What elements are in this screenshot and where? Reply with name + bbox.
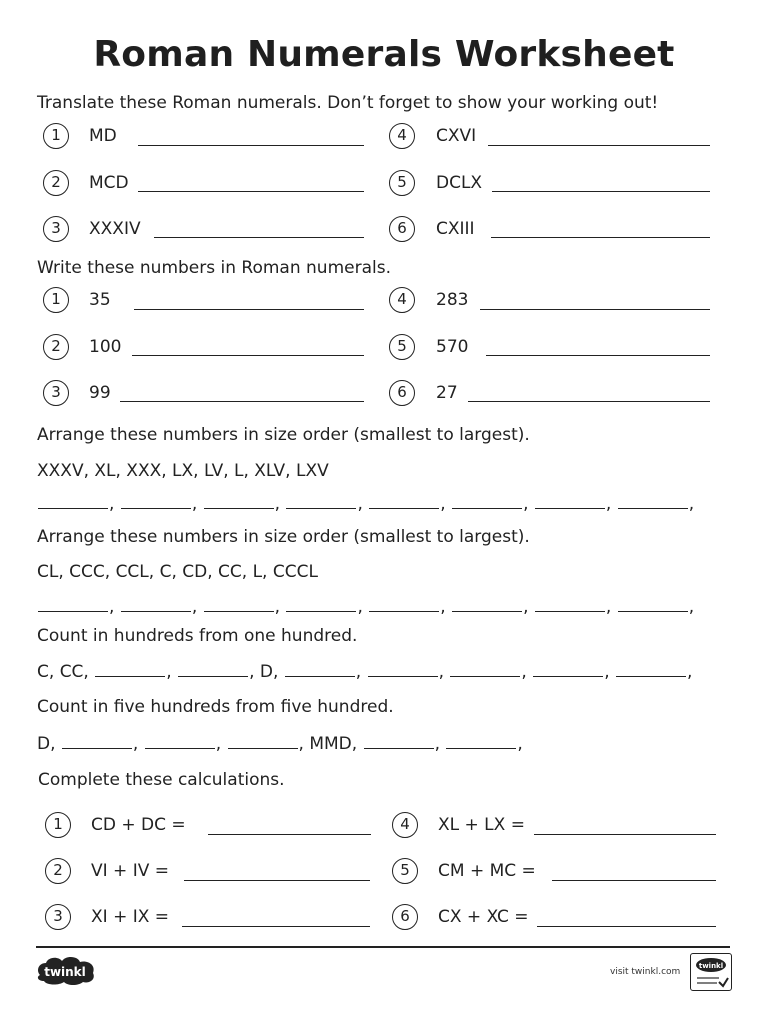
- question-text: 35: [89, 290, 111, 310]
- section6-instruction: Count in five hundreds from five hundred.: [37, 697, 394, 717]
- question-text: MD: [89, 126, 117, 146]
- question-number: 2: [43, 170, 69, 196]
- question-number: 6: [389, 216, 415, 242]
- badge-text: twinkl: [698, 962, 724, 970]
- question-text: VI + IV =: [91, 861, 169, 881]
- question-number: 1: [43, 123, 69, 149]
- question-text: CXVI: [436, 126, 477, 146]
- question-text: DCLX: [436, 173, 483, 193]
- question-text: 99: [89, 383, 111, 403]
- question-text: CXIII: [436, 219, 475, 239]
- answer-line[interactable]: [132, 355, 364, 356]
- answer-line[interactable]: [537, 926, 716, 927]
- question-number: 4: [389, 287, 415, 313]
- answer-line[interactable]: [492, 191, 710, 192]
- given-value: D,: [37, 734, 56, 754]
- question-number: 3: [43, 380, 69, 406]
- section1-instruction: Translate these Roman numerals. Don’t forget to show your working out!: [37, 93, 659, 113]
- section5-instruction: Count in hundreds from one hundred.: [37, 626, 358, 646]
- question-number: 3: [43, 216, 69, 242]
- question-text: 570: [436, 337, 469, 357]
- question-text: XXXIV: [89, 219, 141, 239]
- answer-line[interactable]: [154, 237, 364, 238]
- answer-line[interactable]: [138, 191, 364, 192]
- visit-link[interactable]: visit twinkl.com: [610, 967, 681, 977]
- question-number: 2: [45, 858, 71, 884]
- answer-line[interactable]: [138, 145, 364, 146]
- question-text: CM + MC =: [438, 861, 536, 881]
- section7-instruction: Complete these calculations.: [38, 770, 285, 790]
- answer-line[interactable]: [534, 834, 716, 835]
- twinkl-logo: [34, 953, 98, 987]
- question-number: 5: [389, 170, 415, 196]
- answer-line[interactable]: [486, 355, 710, 356]
- question-text: XI + IX =: [91, 907, 170, 927]
- quality-badge: [690, 953, 732, 991]
- question-number: 2: [43, 334, 69, 360]
- question-number: 1: [45, 812, 71, 838]
- question-text: 283: [436, 290, 469, 310]
- answer-line[interactable]: [182, 926, 370, 927]
- answer-line[interactable]: [480, 309, 710, 310]
- question-text: CX + XC =: [438, 907, 529, 927]
- number-list: CL, CCC, CCL, C, CD, CC, L, CCCL: [37, 562, 318, 582]
- count-sequence[interactable]: C, CC, , , D, , , , , ,: [37, 662, 693, 682]
- given-value: C,: [37, 662, 55, 682]
- given-value: CC,: [59, 662, 89, 682]
- question-number: 4: [389, 123, 415, 149]
- question-number: 4: [392, 812, 418, 838]
- question-number: 6: [389, 380, 415, 406]
- logo-text: twinkl: [44, 965, 86, 979]
- given-value: D,: [259, 662, 279, 682]
- answer-line[interactable]: [468, 401, 710, 402]
- answer-blanks[interactable]: , , , , , , , ,: [37, 494, 694, 514]
- question-number: 6: [392, 904, 418, 930]
- question-text: CD + DC =: [91, 815, 186, 835]
- question-number: 5: [392, 858, 418, 884]
- question-number: 5: [389, 334, 415, 360]
- given-value: MMD,: [309, 734, 358, 754]
- answer-line[interactable]: [491, 237, 710, 238]
- question-text: XL + LX =: [438, 815, 525, 835]
- answer-line[interactable]: [120, 401, 364, 402]
- answer-line[interactable]: [488, 145, 710, 146]
- answer-blanks[interactable]: , , , , , , , ,: [37, 597, 694, 617]
- page-title: Roman Numerals Worksheet: [93, 34, 675, 75]
- answer-line[interactable]: [552, 880, 716, 881]
- question-text: MCD: [89, 173, 129, 193]
- question-number: 1: [43, 287, 69, 313]
- section3-instruction: Arrange these numbers in size order (smallest to largest).: [37, 425, 530, 445]
- section2-instruction: Write these numbers in Roman numerals.: [37, 258, 391, 278]
- number-list: XXXV, XL, XXX, LX, LV, L, XLV, LXV: [37, 461, 329, 481]
- question-text: 100: [89, 337, 122, 357]
- footer-divider: [36, 946, 730, 948]
- question-text: 27: [436, 383, 458, 403]
- section4-instruction: Arrange these numbers in size order (smallest to largest).: [37, 527, 530, 547]
- count-sequence[interactable]: D, , , , MMD, , ,: [37, 734, 523, 754]
- question-number: 3: [45, 904, 71, 930]
- answer-line[interactable]: [134, 309, 364, 310]
- answer-line[interactable]: [184, 880, 370, 881]
- answer-line[interactable]: [208, 834, 371, 835]
